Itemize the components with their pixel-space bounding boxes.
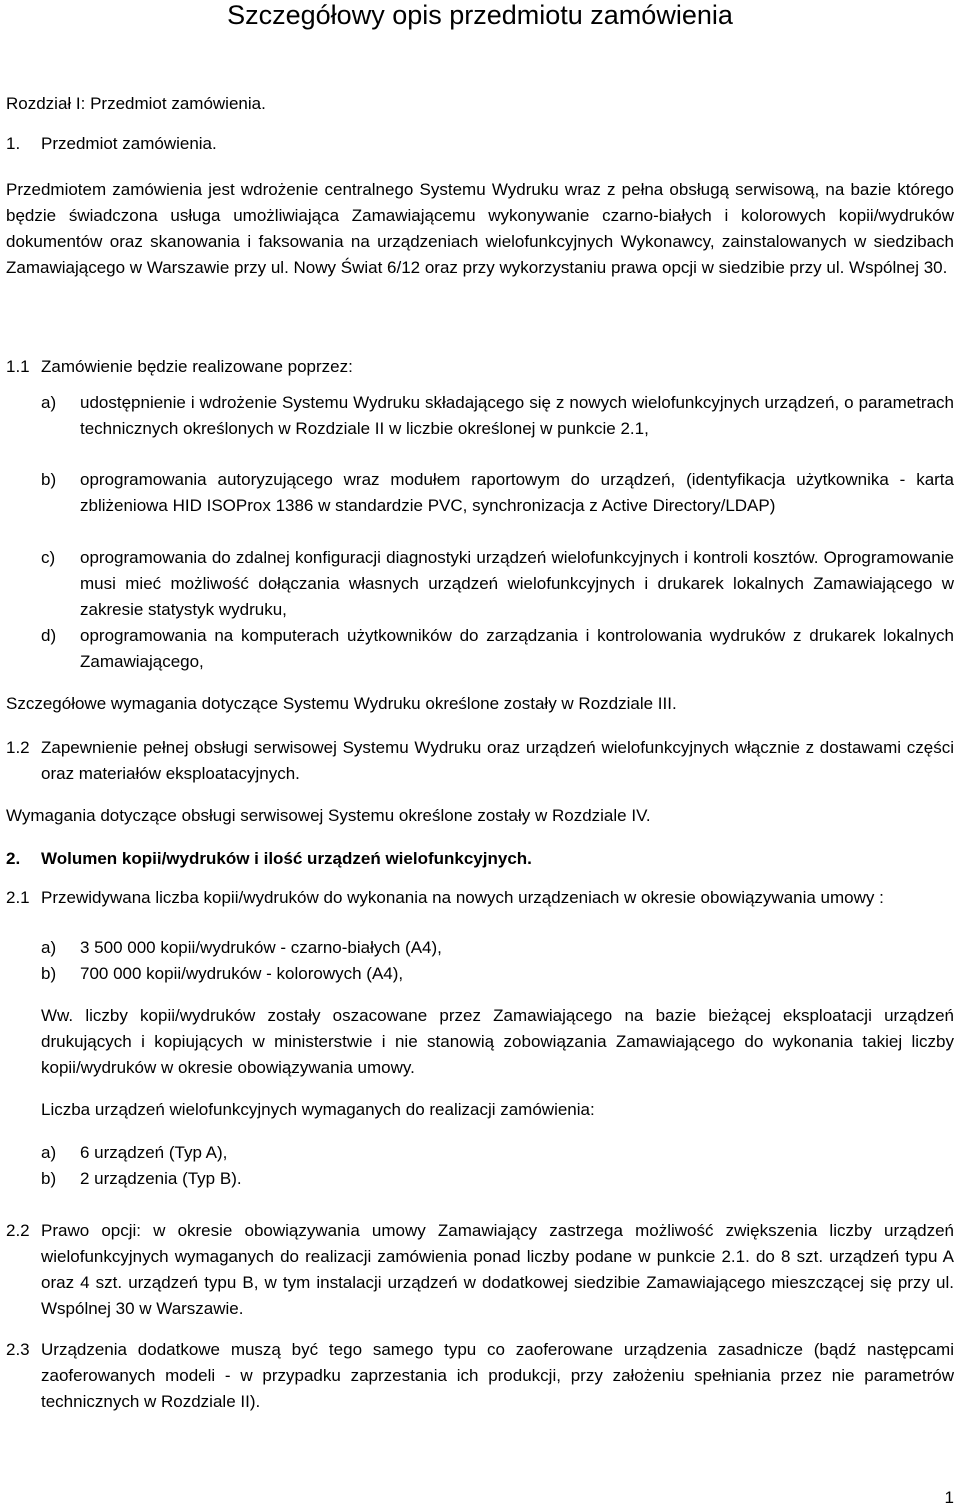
chapter-heading: Rozdział I: Przedmiot zamówienia.	[6, 94, 266, 113]
section-number: 2.	[6, 849, 21, 868]
subsection-text: Zapewnienie pełnej obsługi serwisowej Systemu Wydruku oraz urządzeń wielofunkcyjnych włącznie z dostawami części oraz materiałów eksploatacyjnych.	[41, 738, 954, 783]
list-item: 2 urządzenia (Typ B).	[80, 1169, 242, 1188]
list-item: oprogramowania do zdalnej konfiguracji diagnostyki urządzeń wielofunkcyjnych i kontroli kosztów. Oprogramowanie musi mieć możliwość dołączania własnych urządzeń wielofunkcyjnych i drukarek lokalnych Zamawiającego w zakresie statystyk wydruku,	[80, 548, 954, 619]
list-item-label: a)	[41, 1143, 57, 1162]
subsection-text: Przewidywana liczba kopii/wydruków do wykonania na nowych urządzeniach w okresie obowiązywania umowy :	[41, 888, 884, 907]
list-item: oprogramowania na komputerach użytkowników do zarządzania i kontrolowania wydruków z drukarek lokalnych Zamawiającego,	[80, 626, 954, 671]
subsection-number: 1.2	[6, 738, 30, 757]
list-item-label: a)	[41, 393, 57, 412]
subsection-number: 2.1	[6, 888, 30, 907]
subsection-number: 2.3	[6, 1340, 30, 1359]
subsection-text: Zamówienie będzie realizowane poprzez:	[41, 357, 353, 376]
list-item: 6 urządzeń (Typ A),	[80, 1143, 228, 1162]
list-item-label: b)	[41, 1169, 57, 1188]
page-number: 1	[944, 1488, 954, 1507]
subsection-text: Urządzenia dodatkowe muszą być tego samego typu co zaoferowane urządzenia zasadnicze (bądź następcami zaoferowanych modeli - w przypadku zaprzestania ich produkcji, przy założeniu spełniania przez nie parametrów technicznych w Rozdziale II).	[41, 1340, 954, 1411]
list-item-label: a)	[41, 938, 57, 957]
list-item: 700 000 kopii/wydruków - kolorowych (A4),	[80, 964, 404, 983]
list-item: 3 500 000 kopii/wydruków - czarno-białych (A4),	[80, 938, 442, 957]
subsection-text: Prawo opcji: w okresie obowiązywania umowy Zamawiający zastrzega możliwość zwiększenia liczby urządzeń wielofunkcyjnych wymaganych do realizacji zamówienia ponad liczby podane w punkcie 2.1. do 8 szt. urządzeń typu A oraz 4 szt. urządzeń typu B, w tym instalacji urządzeń w dodatkowej siedzibie Zamawiającego mieszczącej się przy ul. Wspólnej 30 w Warszawie.	[41, 1221, 954, 1318]
list-item: udostępnienie i wdrożenie Systemu Wydruku składającego się z nowych wielofunkcyjnych urządzeń, o parametrach technicznych określonych w Rozdziale II w liczbie określonej w punkcie 2.1,	[80, 393, 954, 438]
subsection-number: 2.2	[6, 1221, 30, 1240]
section-title: Wolumen kopii/wydruków i ilość urządzeń wielofunkcyjnych.	[41, 849, 532, 868]
subsection-number: 1.1	[6, 357, 30, 376]
devices-intro: Liczba urządzeń wielofunkcyjnych wymaganych do realizacji zamówienia:	[41, 1100, 595, 1119]
list-item-label: d)	[41, 626, 57, 645]
list-item-label: c)	[41, 548, 56, 567]
volume-note: Ww. liczby kopii/wydruków zostały oszacowane przez Zamawiającego na bazie bieżącej eksploatacji urządzeń drukujących i kopiujących w ministerstwie i nie stanowią zobowiązania Zamawiającego do wykonania takiej liczby kopii/wydruków w okresie obowiązywania umowy.	[41, 1006, 954, 1077]
section-number: 1.	[6, 134, 21, 153]
service-requirements-note: Wymagania dotyczące obsługi serwisowej Systemu określone zostały w Rozdziale IV.	[6, 806, 651, 825]
list-item-label: b)	[41, 470, 57, 489]
system-requirements-note: Szczegółowe wymagania dotyczące Systemu Wydruku określone zostały w Rozdziale III.	[6, 694, 677, 713]
list-item-label: b)	[41, 964, 57, 983]
page-title: Szczegółowy opis przedmiotu zamówienia	[227, 0, 733, 30]
intro-paragraph: Przedmiotem zamówienia jest wdrożenie centralnego Systemu Wydruku wraz z pełna obsługą serwisową, na bazie którego będzie świadczona usługa umożliwiająca Zamawiającemu wykonywanie czarno-białych i kolorowych kopii/wydruków dokumentów oraz skanowania i faksowania na urządzeniach wielofunkcyjnych Wykonawcy, zainstalowanych w siedzibach Zamawiającego w Warszawie przy ul. Nowy Świat 6/12 oraz przy wykorzystaniu prawa opcji w siedzibie przy ul. Wspólnej 30.	[6, 180, 954, 277]
list-item: oprogramowania autoryzującego wraz modułem raportowym do urządzeń, (identyfikacja użytkownika - karta zbliżeniowa HID ISOProx 1386 w standardzie PVC, synchronizacja z Active Directory/LDAP)	[80, 470, 954, 515]
section-title: Przedmiot zamówienia.	[41, 134, 217, 153]
